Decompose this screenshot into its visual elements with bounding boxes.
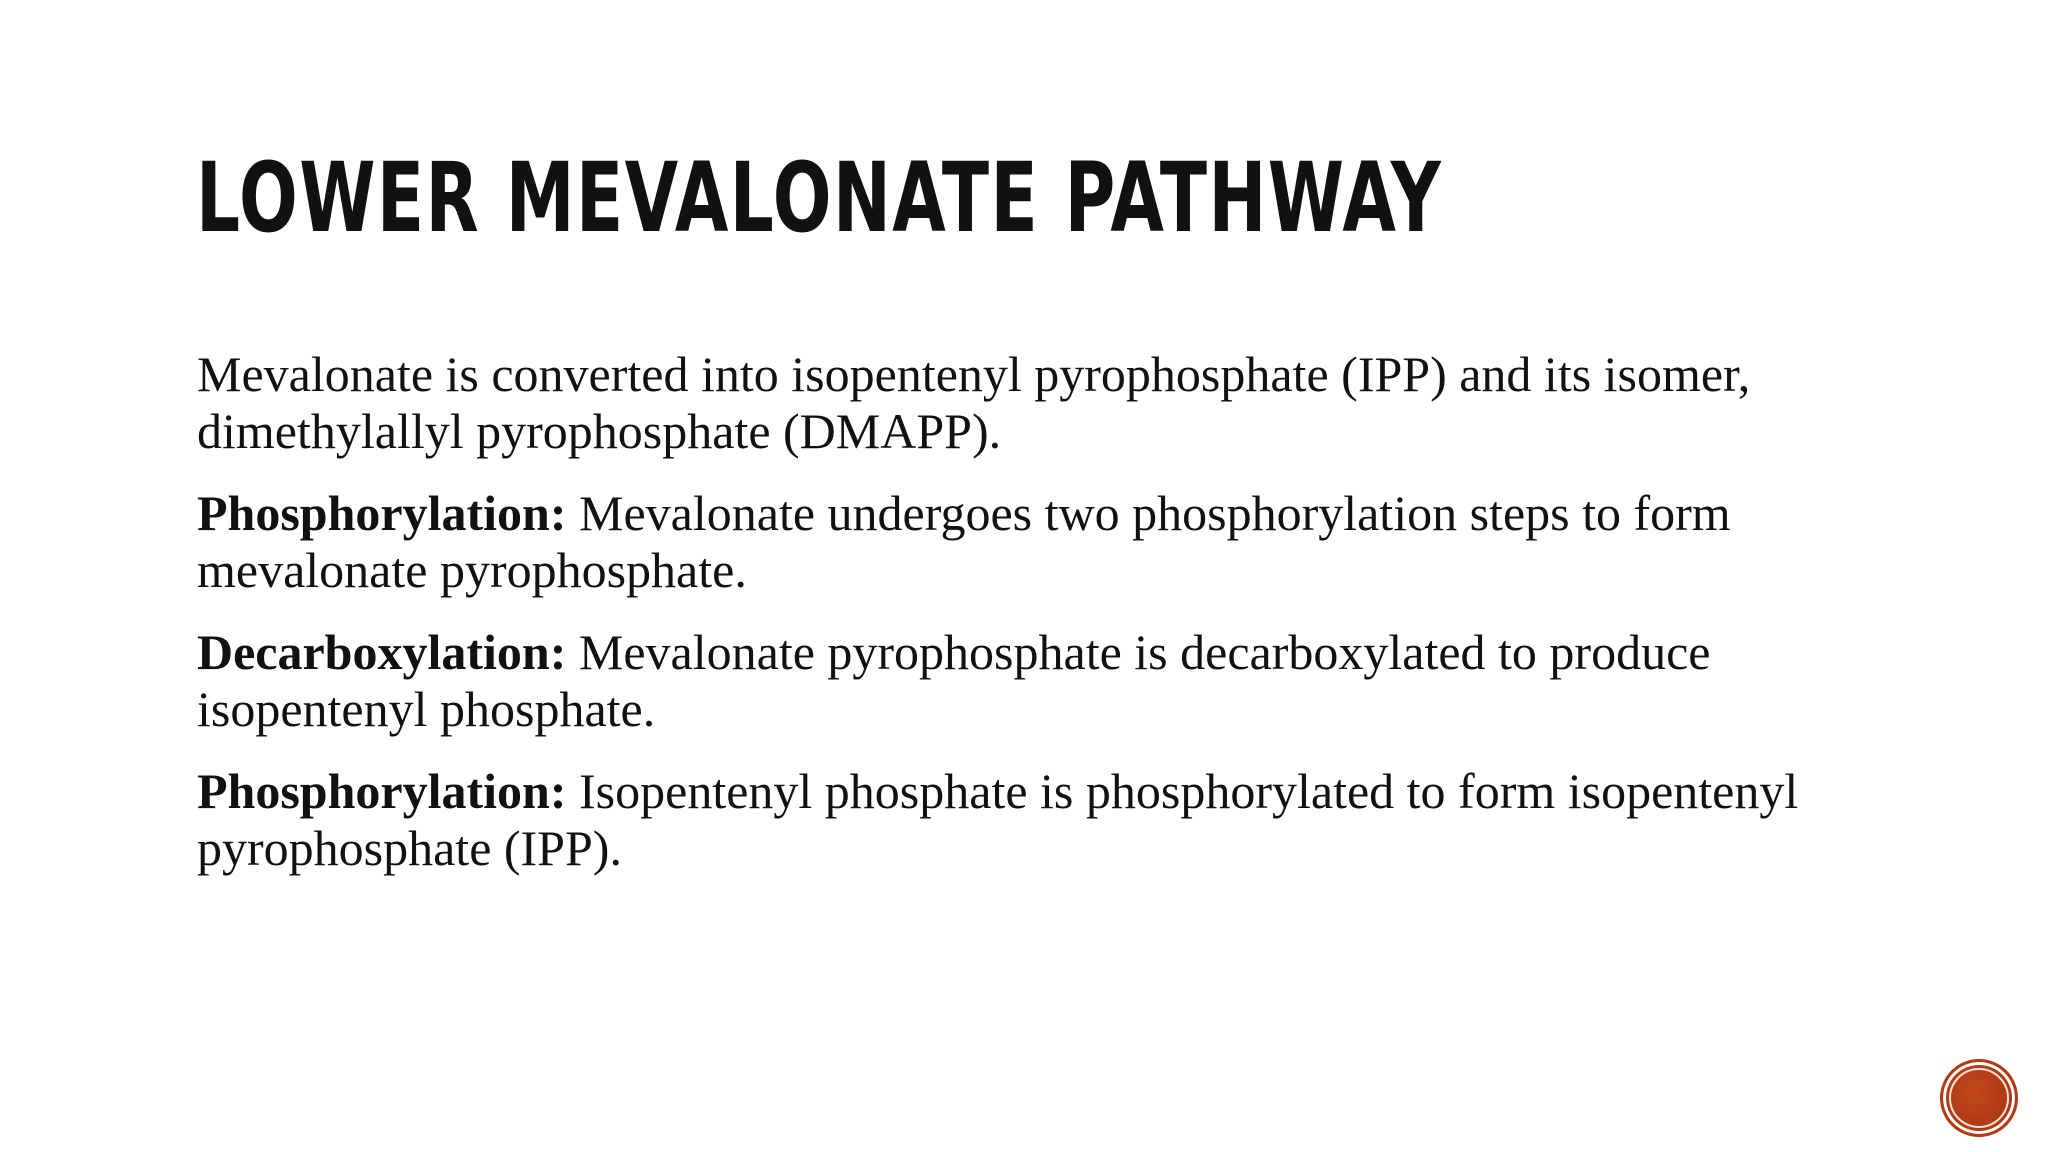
paragraph-phosphorylation-2	[197, 763, 1817, 877]
paragraph-decarboxylation	[197, 624, 1817, 738]
paragraph-phosphorylation-1-heading: Phosphorylation:	[197, 485, 567, 541]
circle-nav-button-icon[interactable]	[1940, 1059, 2018, 1137]
paragraph-phosphorylation-1	[197, 485, 1817, 599]
paragraph-decarboxylation-heading: Decarboxylation:	[197, 624, 567, 680]
slide-body	[197, 346, 1817, 902]
nav-button-ring	[1949, 1068, 2009, 1128]
paragraph-intro-text: Mevalonate is converted into isopentenyl pyrophosphate (IPP) and its isomer, dimethylallyl pyrophosphate (DMAPP).	[197, 346, 1751, 459]
slide-title: LOWER MEVALONATE PATHWAY	[196, 142, 1443, 254]
paragraph-phosphorylation-2-heading: Phosphorylation:	[197, 763, 567, 819]
paragraph-decarboxylation-text: Mevalonate pyrophosphate is decarboxylated to produce isopentenyl phosphate.	[197, 624, 1711, 737]
paragraph-intro	[197, 346, 1817, 460]
paragraph-phosphorylation-1-text: Mevalonate undergoes two phosphorylation steps to form mevalonate pyrophosphate.	[197, 485, 1731, 598]
paragraph-phosphorylation-2-text: Isopentenyl phosphate is phosphorylated to form isopentenyl pyrophosphate (IPP).	[197, 763, 1799, 876]
